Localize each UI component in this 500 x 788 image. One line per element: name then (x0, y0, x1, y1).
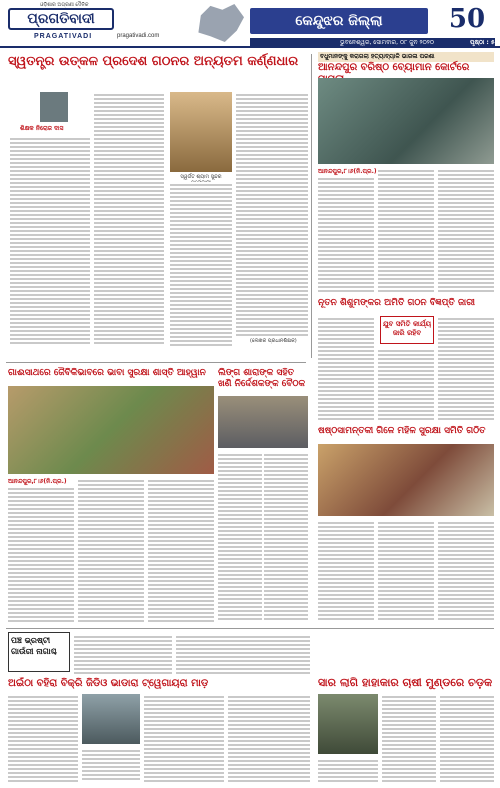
masthead-tagline: ଓଡ଼ିଶାର ଅଗ୍ରଣୀ ଦୈନିକ (40, 2, 89, 8)
article2-dateline: ଆନନ୍ଦପୁର,୮।୬(ନି.ପ୍ର.) (318, 168, 377, 175)
article2-photo (318, 78, 494, 164)
article4-column1 (8, 486, 74, 622)
article4-headline[interactable]: ଗାଈସାଥରେ ଜୈବିକିଭାବରେ ଭାବା ସୁରକ୍ଷା ଶାସ୍ତି ଆହ୍ୱାନ (8, 368, 206, 378)
website-text: pragativadi.com (117, 33, 160, 39)
article2-headline[interactable]: ଆନନ୍ଦପୁର ବରିଷ୍ଠ ବ୍ୟୋମାନ କୋର୍ଟରେ (318, 62, 470, 73)
article5-column2 (264, 452, 308, 622)
article6-column2 (378, 520, 434, 622)
article2-column1 (318, 176, 374, 294)
article8-headline[interactable]: ଅଇଁଠା ବହିରା ବିକ୍ରି ଜିଡିଓ ଭାଡାରା ଟ୍ୱେଗାୟରା ମାଡ଼ (8, 678, 209, 689)
article1-headline[interactable]: ସ୍ୱତନ୍ତ୍ର ଉତ୍କଳ ପ୍ରଦେଶ ଗଠନର ଅନ୍ୟତମ କର୍ଣ୍ଣଧାର (8, 54, 299, 69)
article8-column3 (144, 694, 224, 782)
article9-column2 (382, 694, 436, 782)
section-divider (6, 362, 306, 363)
article8-column1 (8, 694, 78, 782)
brand-subtitle: PRAGATIVADI (34, 33, 93, 40)
article3-column1 (318, 316, 374, 420)
article3-column2 (378, 348, 434, 420)
box7-text (74, 634, 172, 674)
article1-photo-caption: ସ୍ୱର୍ଗତ ଶ୍ୟାମ ସୁନ୍ଦର (180, 174, 222, 180)
article3-headline[interactable]: ନୂତନ ଶିଶୁମଙ୍କର ଅମିତି ଗଠନ ବିଜ୍ଞପ୍ତି ଜାରୀ (318, 298, 476, 308)
article4-column3 (148, 478, 214, 622)
article8-column4 (228, 694, 310, 782)
district-map-icon (196, 4, 244, 42)
article1-author: ଶିକ୍ଷକ ନିରୋଜ ଦାସ (20, 125, 64, 132)
article6-photo (318, 444, 494, 516)
article1-column2 (94, 92, 164, 346)
article9-column1 (318, 758, 378, 782)
article1-column3 (170, 182, 232, 346)
article5-column1 (218, 452, 262, 622)
article4-dateline: ଆନନ୍ଦପୁର,୮।୬(ନି.ପ୍ର.) (8, 478, 67, 485)
box7-text2 (176, 634, 310, 674)
article9-headline[interactable]: ସାର ଲାଗି ହାହାକାର ଚାଷୀ ମୁଣ୍ଡରେ ଚଡ଼କ (318, 676, 493, 689)
article8-photo (82, 694, 140, 744)
article1-column4 (236, 92, 308, 336)
section-divider-lower (6, 628, 494, 629)
district-title: କେନ୍ଦୁଝର ଜିଲ୍ଲା (250, 8, 428, 34)
dateline: ଭୁବନେଶ୍ୱର, ସୋମବାର, ୦୮ ଜୁନ ୨୦୨୦ (250, 38, 495, 47)
article1-photo (170, 92, 232, 172)
newspaper-logo[interactable]: ପ୍ରଗତିବାଦୀ (8, 8, 114, 30)
article6-column1 (318, 520, 374, 622)
article2-column2 (378, 168, 434, 294)
article2-column3 (438, 168, 494, 294)
article1-column1 (10, 136, 90, 346)
article6-headline[interactable]: ଷଷ୍ଠସାମନ୍ତକୀ ଗିଳେ ମହିଳ ସୁରକ୍ଷା ସମିତି ଗଠିତ (318, 426, 486, 436)
masthead (0, 0, 500, 48)
article4-column2 (78, 478, 144, 622)
page-number: ପୃଷ୍ଠା : ୫ (470, 39, 495, 46)
article6-column3 (438, 520, 494, 622)
anniversary-logo: 50 (448, 4, 486, 34)
article5-photo (218, 396, 308, 448)
article8-column2 (82, 748, 140, 782)
article2-kicker: ବଧୁମାନଙ୍କୁ କରାଗଲା ହତ୍ୟାବ୍ୟାଳି ଭାରଳା ପରଶା (318, 52, 494, 62)
box7-title: ପଞ୍ଚ ଭ୍ରଷ୍ଟୀ ଗାଉଁରୀ ନାଗାଶ୍ଚ (8, 632, 70, 672)
article1-footer: (ଲେଖକ ପ୍ରଧାନଶିକ୍ଷକ) (250, 338, 297, 344)
column-divider (311, 54, 312, 358)
article9-column3 (440, 694, 494, 782)
article3-column3 (438, 316, 494, 420)
article3-subhead-box: ଯୁବ ସମିତି କାର୍ଯ୍ୟ ଜାରି ରହିବ (380, 316, 434, 344)
author-photo (40, 92, 68, 122)
article4-photo (8, 386, 214, 474)
article9-photo (318, 694, 378, 754)
article5-headline[interactable]: ଲିଙ୍ଗ ଶାରାଙ୍କ ସହିତ ଖଣି ନିର୍ଦ୍ଦେଶକଙ୍କ ବୈଠକ (218, 368, 306, 389)
